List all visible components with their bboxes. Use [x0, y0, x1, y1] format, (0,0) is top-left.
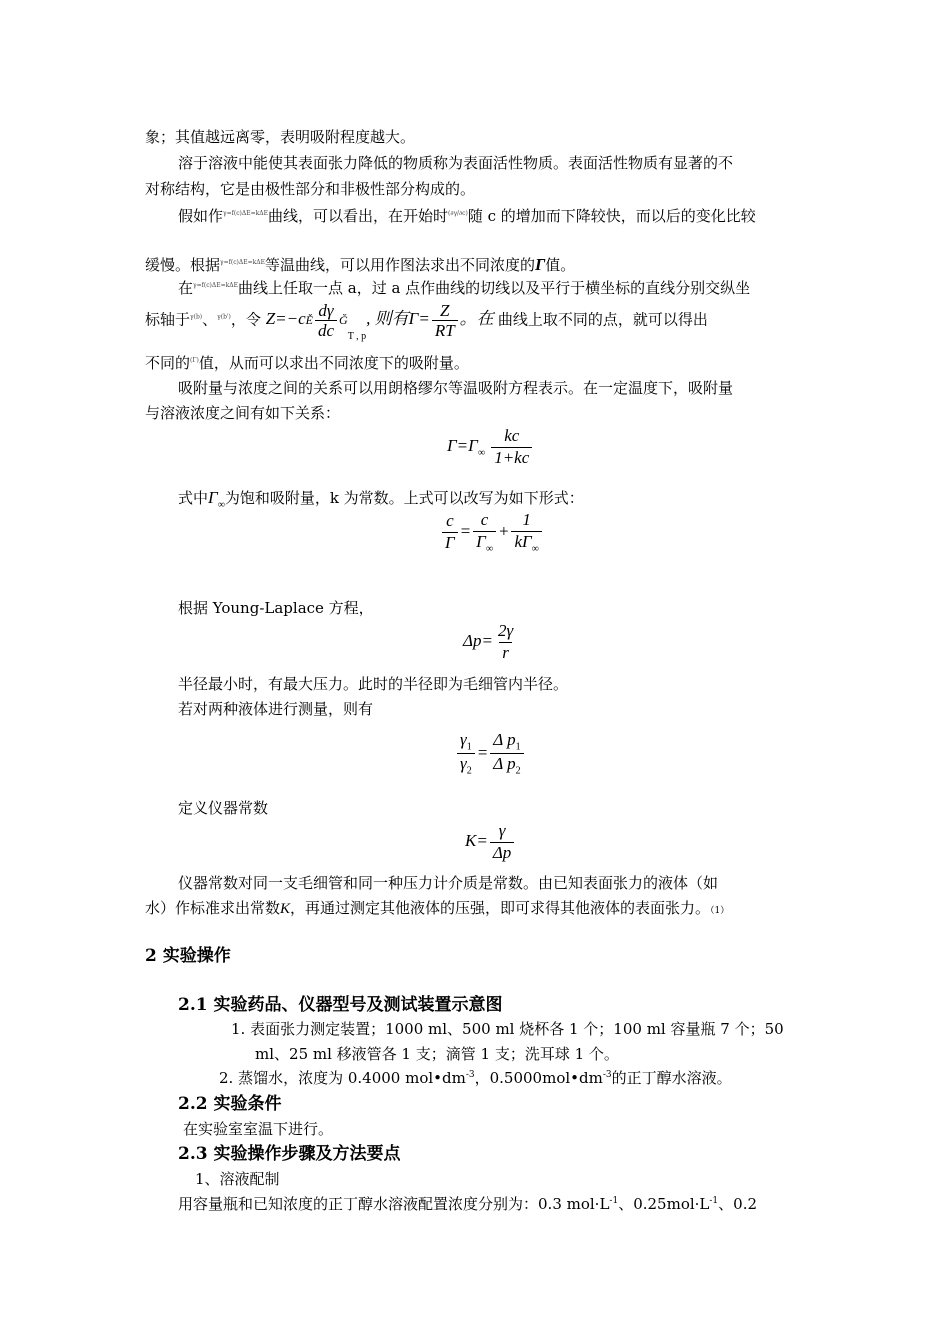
text-line-7	[145, 301, 708, 342]
curve-label: γ=f(c)ΔE=kΔE	[220, 259, 265, 266]
step-1-label: 1、溶液配制	[195, 1170, 280, 1188]
k-symbol: K	[280, 901, 291, 917]
text-line-4	[178, 208, 756, 225]
text-line-16: 仪器常数对同一支毛细管和同一种压力计介质是常数。由已知表面张力的液体（如	[178, 874, 719, 892]
ratio-equation: $\frac{\gamma_1}{\gamma_2}$ = $\frac{\Delta p_1}{\Delta p_2}$	[455, 731, 526, 777]
section-heading-2: 2 实验操作	[145, 946, 231, 966]
text-fragment: 曲线上任取一点 a，过 a 点作曲线的切线以及平行于横坐标的直线分别交纵坐	[237, 279, 751, 297]
text-line-2: 溶于溶液中能使其表面张力降低的物质称为表面活性物质。表面活性物质有显著的不	[178, 154, 734, 172]
text-fragment: 为饱和吸附量，k 为常数。上式可以改写为如下形式：	[224, 489, 584, 507]
section-heading-2-1: 2.1 实验药品、仪器型号及测试装置示意图	[178, 995, 503, 1015]
point-b-label: γ(b)	[190, 313, 203, 321]
text-line-9: 吸附量与浓度之间的关系可以用朗格缪尔等温吸附方程表示。在一定温度下，吸附量	[178, 379, 734, 397]
z-formula: Z=−cĚ $\frac{d\gamma}{dc}$ $Ğ_{T , p}$, 则有Γ= $\frac{Z}{RT}$ 。在	[265, 301, 494, 342]
text-line-8	[145, 355, 469, 372]
list-item-1-line-1: 1. 表面张力测定装置；1000 ml、500 ml 烧杯各 1 个；100 ml 容量瓶 7 个；50	[231, 1020, 784, 1038]
text-line-1: 象；其值越远离零，表明吸附程度越大。	[145, 128, 416, 146]
text-fragment: 值，从而可以求出不同浓度下的吸附量。	[198, 354, 469, 372]
conditions-text: 在实验室室温下进行。	[183, 1120, 334, 1138]
text-line-5	[145, 256, 575, 275]
last-line: 用容量瓶和已知浓度的正丁醇水溶液配置浓度分别为：0.3 $mol\cdot L^{-1}$、$0.25mol\cdot L^{-1}$、0.2	[178, 1195, 758, 1213]
langmuir-equation: $\Gamma=\Gamma_\infty$ $\frac{kc}{1+kc}$	[447, 427, 534, 467]
text-line-14: 若对两种液体进行测量，则有	[178, 700, 374, 718]
text-fragment: 曲线，可以看出，在开始时	[267, 207, 448, 225]
text-fragment: 随 c 的增加而下降较快，而以后的变化比较	[467, 207, 756, 225]
text-fragment: ，再通过测定其他液体的压强，即可求得其他液体的表面张力。	[290, 899, 711, 917]
text-fragment: 标轴于	[145, 310, 191, 329]
gamma-value-label: (Γ)	[190, 357, 199, 364]
list-item-2: 2. 蒸馏水，浓度为 0.4000 $mol•dm^{-3}$，$0.5000mol•dm^{-3}$的正丁醇水溶液。	[219, 1069, 732, 1087]
derivative-label: (∂γ/∂c)	[448, 210, 468, 217]
text-fragment: 在	[178, 279, 194, 297]
curve-label: γ=f(c)ΔE=kΔE	[193, 282, 238, 289]
section-heading-2-3: 2.3 实验操作步骤及方法要点	[178, 1144, 401, 1164]
reference-note: （1）	[710, 906, 730, 916]
text-line-11	[178, 489, 584, 510]
gamma-symbol: Γ	[535, 255, 546, 274]
gamma-inf-symbol: $\Gamma_\infty$	[208, 488, 225, 511]
text-line-12: 根据 Young-Laplace 方程，	[178, 599, 374, 617]
text-line-3: 对称结构，它是由极性部分和非极性部分构成的。	[145, 180, 476, 198]
text-line-10: 与溶液浓度之间有如下关系：	[145, 404, 341, 422]
text-fragment: 式中	[178, 489, 209, 507]
text-fragment: 水）作标准求出常数	[145, 899, 281, 917]
linear-langmuir-equation: $\frac{c}{\Gamma}$ = $\frac{c}{\Gamma_\infty}$ + $\frac{1}{k\Gamma_\infty}$	[440, 511, 544, 554]
young-laplace-equation: Δp= $\frac{2\gamma}{r}$	[463, 621, 514, 662]
text-fragment: 、	[202, 310, 218, 329]
text-line-13: 半径最小时，有最大压力。此时的半径即为毛细管内半径。	[178, 675, 569, 693]
text-fragment: 缓慢。根据	[145, 256, 221, 274]
curve-label: γ=f(c)ΔE=kΔE	[223, 210, 268, 217]
text-line-15: 定义仪器常数	[178, 799, 269, 817]
text-line-17	[145, 900, 729, 918]
text-fragment: 假如作	[178, 207, 224, 225]
section-heading-2-2: 2.2 实验条件	[178, 1094, 282, 1114]
text-fragment: 曲线上取不同的点，就可以得出	[497, 310, 708, 329]
instrument-constant-equation: K= $\frac{\gamma}{\Delta p}$	[465, 822, 516, 862]
list-item-1-line-2: ml、25 ml 移液管各 1 支；滴管 1 支；洗耳球 1 个。	[255, 1045, 619, 1063]
text-fragment: 值。	[545, 256, 576, 274]
text-fragment: 等温曲线，可以用作图法求出不同浓度的	[264, 256, 535, 274]
text-line-6	[178, 280, 750, 297]
point-b2-label: γ(b')	[217, 313, 231, 321]
text-fragment: 不同的	[145, 354, 191, 372]
text-fragment: ，令	[230, 310, 261, 329]
